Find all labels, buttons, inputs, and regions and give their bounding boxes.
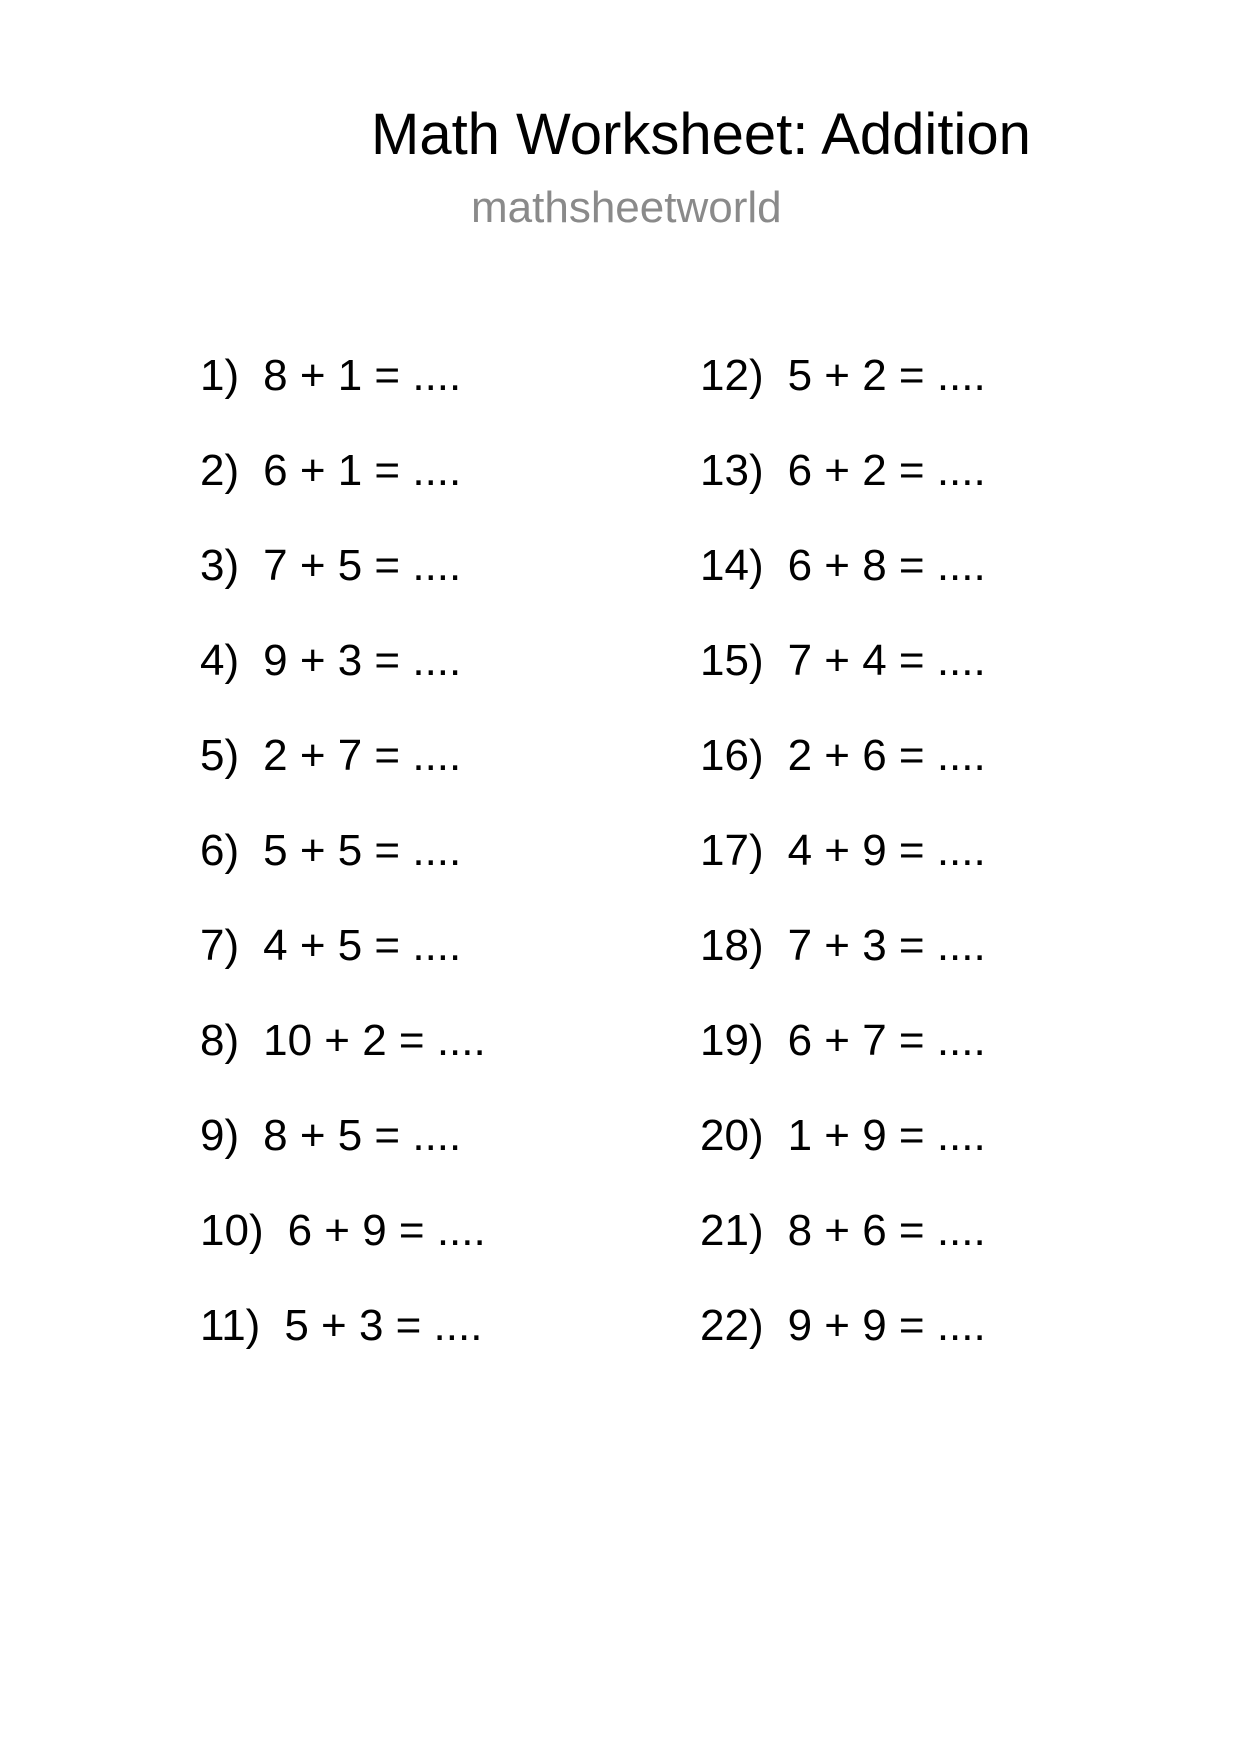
problem-item [200, 916, 486, 1011]
problem-item [700, 1296, 986, 1391]
problem-number: 21) [700, 1206, 764, 1255]
problem-item [200, 1296, 486, 1391]
problem-expression: 5 + 2 = .... [787, 351, 986, 400]
problem-item [700, 726, 986, 821]
problem-item [200, 441, 486, 536]
problem-item [200, 1106, 486, 1201]
problem-item [200, 726, 486, 821]
problem-item [700, 916, 986, 1011]
problem-item [700, 1106, 986, 1201]
problem-expression: 1 + 9 = .... [787, 1111, 986, 1160]
problem-number: 17) [700, 826, 764, 875]
problem-item [700, 631, 986, 726]
problem-number: 13) [700, 446, 764, 495]
worksheet-source: mathsheetworld [471, 183, 782, 232]
problem-item [200, 821, 486, 916]
problem-expression: 6 + 8 = .... [787, 541, 986, 590]
problem-number: 19) [700, 1016, 764, 1065]
problem-expression: 7 + 4 = .... [787, 636, 986, 685]
problem-number: 5) [200, 731, 240, 780]
problem-number: 4) [200, 636, 240, 685]
problem-item [700, 1201, 986, 1296]
problem-number: 14) [700, 541, 764, 590]
problem-item [700, 441, 986, 536]
problem-number: 16) [700, 731, 764, 780]
problem-expression: 8 + 5 = .... [263, 1111, 462, 1160]
problem-number: 11) [200, 1301, 261, 1350]
problem-item [700, 821, 986, 916]
problem-expression: 5 + 3 = .... [284, 1301, 483, 1350]
problem-expression: 4 + 9 = .... [787, 826, 986, 875]
problem-number: 7) [200, 921, 240, 970]
problem-expression: 7 + 3 = .... [787, 921, 986, 970]
problem-expression: 9 + 9 = .... [787, 1301, 986, 1350]
problem-number: 20) [700, 1111, 764, 1160]
problem-item [200, 631, 486, 726]
problem-number: 3) [200, 541, 240, 590]
problem-item [700, 1011, 986, 1106]
problem-item [700, 346, 986, 441]
problem-expression: 4 + 5 = .... [263, 921, 462, 970]
problem-number: 2) [200, 446, 240, 495]
problem-list-right [700, 346, 986, 1391]
problem-item [200, 536, 486, 631]
worksheet-title: Math Worksheet: Addition [371, 102, 1031, 167]
problem-number: 6) [200, 826, 240, 875]
problem-number: 15) [700, 636, 764, 685]
problem-item [200, 1201, 486, 1296]
problem-number: 1) [200, 351, 240, 400]
problem-expression: 8 + 6 = .... [787, 1206, 986, 1255]
problem-list-left [200, 346, 486, 1391]
problem-number: 10) [200, 1206, 264, 1255]
problem-expression: 7 + 5 = .... [263, 541, 462, 590]
problem-item [200, 1011, 486, 1106]
problem-expression: 8 + 1 = .... [263, 351, 462, 400]
problem-expression: 9 + 3 = .... [263, 636, 462, 685]
problem-item [200, 346, 486, 441]
problem-expression: 2 + 6 = .... [787, 731, 986, 780]
problem-number: 18) [700, 921, 764, 970]
problem-number: 12) [700, 351, 764, 400]
problem-expression: 10 + 2 = .... [263, 1016, 486, 1065]
problem-expression: 2 + 7 = .... [263, 731, 462, 780]
problem-expression: 5 + 5 = .... [263, 826, 462, 875]
problem-expression: 6 + 9 = .... [287, 1206, 486, 1255]
problem-expression: 6 + 1 = .... [263, 446, 462, 495]
problem-number: 22) [700, 1301, 764, 1350]
problem-expression: 6 + 7 = .... [787, 1016, 986, 1065]
problem-expression: 6 + 2 = .... [787, 446, 986, 495]
problem-number: 8) [200, 1016, 240, 1065]
problem-item [700, 536, 986, 631]
problem-number: 9) [200, 1111, 240, 1160]
